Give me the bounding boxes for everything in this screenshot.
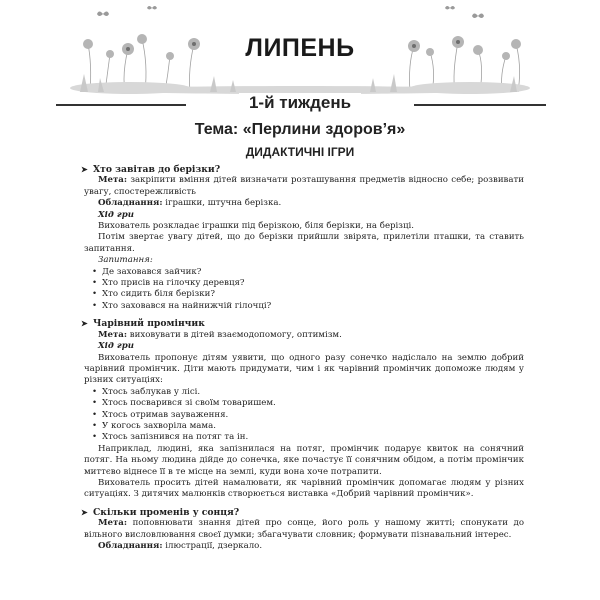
paragraph: Наприклад, людині, яка запізнилася на потяг, промінчик подарує квиток на сонячний потяг. На ньому людина дійде до сонечка, яке почастує її сонячним обідом, а потім промінчик миттєво віднесе її в те місце на землі, куди вона хоче потрапити. xyxy=(84,443,524,477)
paragraph: Потім звертає увагу дітей, що до берізки прийшли звірята, прилетіли пташки, та ставить запитання. xyxy=(84,232,524,254)
question-item: • Хто присів на гілочку деревця? xyxy=(92,278,524,289)
course-heading: Хід гри xyxy=(98,209,134,220)
situation-item: • Хтось запізнився на потяг та ін. xyxy=(92,432,524,443)
section-title: ДИДАКТИЧНІ ІГРИ xyxy=(245,145,355,159)
questions-heading: Запитання: xyxy=(98,255,153,266)
course-heading: Хід гри xyxy=(98,341,134,352)
situation-item: • Хтось отримав зауваження. xyxy=(92,410,524,421)
goal-paragraph xyxy=(84,330,524,341)
goal-label: Мета: xyxy=(98,329,128,340)
equipment-text: ілюстрації, дзеркало. xyxy=(165,541,263,551)
situation-item: • У когось захворіла мама. xyxy=(92,421,524,432)
paragraph: Вихователь розкладає іграшки під берізкою, біля берізки, на берізці. xyxy=(98,221,414,232)
situation-item: • Хтось заблукав у лісі. xyxy=(92,387,524,398)
goal-label: Мета: xyxy=(98,175,128,186)
goal-paragraph xyxy=(84,518,524,541)
game-title: ➤ Скільки променів у сонця? xyxy=(84,507,524,518)
week-title: 1-й тиждень xyxy=(239,93,361,112)
paragraph: Вихователь просить дітей намалювати, як чарівний промінчик допомагає людям у різних ситуаціях. З дитячих малюнків створюється виставка «Добрий чарівний промінчик». xyxy=(84,477,524,500)
theme-title: Тема: «Перлини здоров’я» xyxy=(194,121,406,138)
game-title: ➤ Хто завітав до берізки? xyxy=(84,164,524,175)
question-item: • Хто заховався на найнижчій гілочці? xyxy=(92,301,524,312)
goal-text: виховувати в дітей взаємодопомогу, оптимізм. xyxy=(129,329,342,340)
goal-paragraph xyxy=(84,175,524,198)
equipment-text: іграшки, штучна берізка. xyxy=(165,198,282,209)
goal-text: закріпити вміння дітей визначати розташування предметів відносно себе; розвивати увагу, спостережливість xyxy=(84,175,524,197)
equipment-paragraph xyxy=(84,541,524,552)
document-body xyxy=(84,164,524,552)
goal-text: поповнювати знання дітей про сонце, його роль у нашому житті; спонукати до вільного висловлювання своєї думки; збагачувати словник; формувати пізнавальний інтерес. xyxy=(84,518,525,540)
equipment-label: Обладнання: xyxy=(98,541,163,551)
question-item: • Де заховався зайчик? xyxy=(92,267,524,278)
goal-label: Мета: xyxy=(98,518,128,529)
game-title: ➤ Чарівний промінчик xyxy=(84,318,524,329)
month-title: ЛИПЕНЬ xyxy=(245,34,355,62)
question-item: • Хто сидить біля берізки? xyxy=(92,289,524,300)
equipment-paragraph xyxy=(84,198,524,209)
situation-item: • Хтось посварився зі своїм товаришем. xyxy=(92,398,524,409)
paragraph: Вихователь пропонує дітям уявити, що одного разу сонечко надіслало на землю добрий чарівний промінчик. Діти мають придумати, чим і як чарівний промінчик допоможе людям у різних ситуаціях: xyxy=(84,352,524,386)
equipment-label: Обладнання: xyxy=(98,198,163,209)
